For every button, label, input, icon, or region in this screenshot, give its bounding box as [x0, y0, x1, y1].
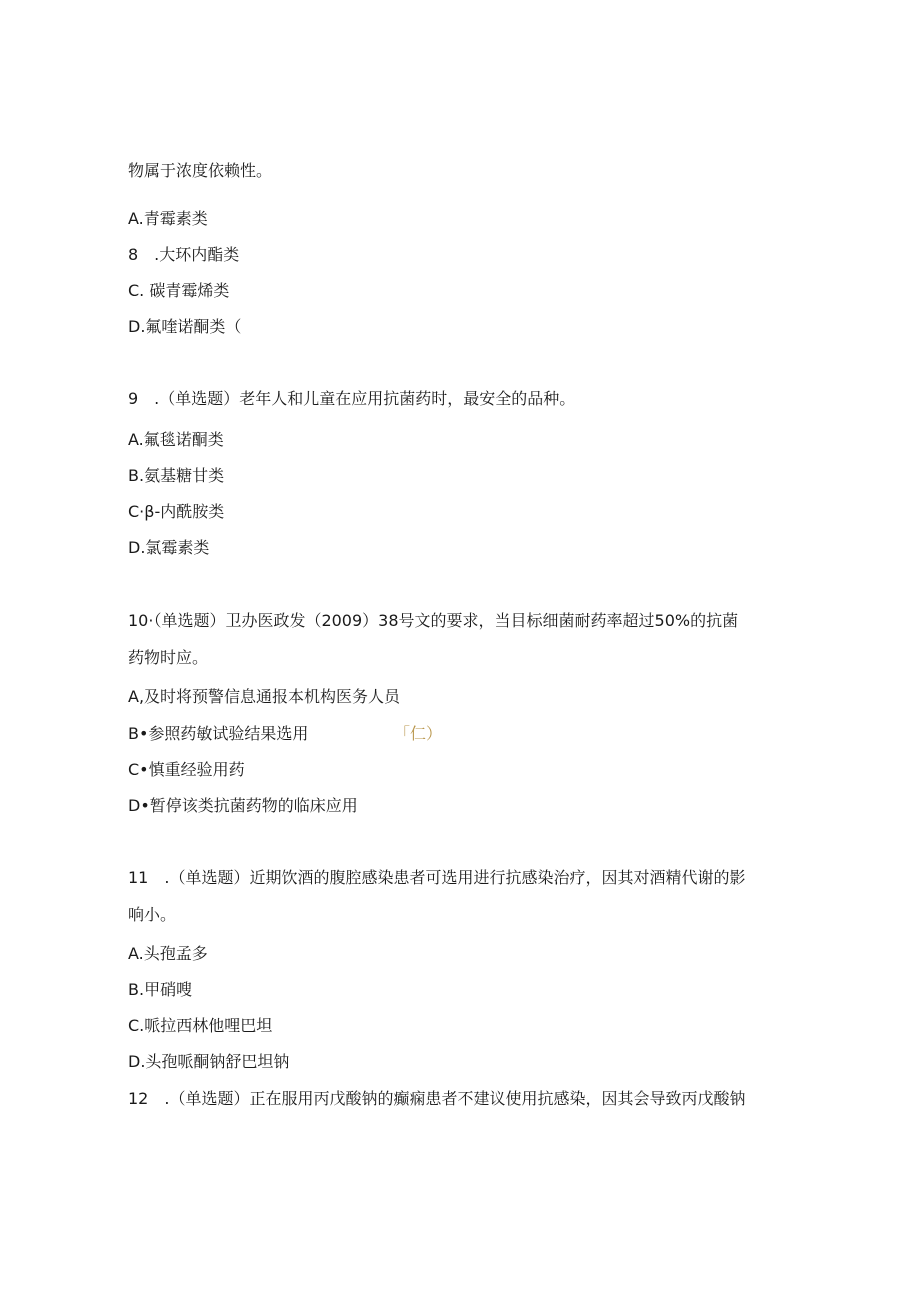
- question-10-continuation: 药物时应。: [128, 648, 209, 667]
- option-a: A.青霉素类: [128, 209, 208, 228]
- question-10: 10·（单选题）卫办医政发（2009）38号文的要求，当目标细菌耐药率超过50%的抗菌: [128, 611, 739, 630]
- question-12: 12 .（单选题）正在服用丙戊酸钠的癫痫患者不建议使用抗感染，因其会导致丙戊酸钠: [128, 1089, 746, 1108]
- stamp-mark: 「仁）: [394, 724, 443, 743]
- option-c: C.哌拉西林他哩巴坦: [128, 1016, 273, 1035]
- option-d: D•暂停该类抗菌药物的临床应用: [128, 796, 358, 815]
- question-11: 11 .（单选题）近期饮酒的腹腔感染患者可选用进行抗感染治疗，因其对酒精代谢的影: [128, 868, 746, 887]
- question-9: 9 .（单选题）老年人和儿童在应用抗菌药时，最安全的品种。: [128, 389, 576, 408]
- option-c: C•慎重经验用药: [128, 760, 245, 779]
- option-a: A.氟毯诺酮类: [128, 430, 224, 449]
- option-a: A.头孢孟多: [128, 944, 208, 963]
- option-b: 8 .大环内酯类: [128, 245, 240, 264]
- option-b: B.甲硝嗖: [128, 980, 193, 999]
- option-d: D.氯霉素类: [128, 538, 210, 557]
- option-c: C·β-内酰胺类: [128, 502, 225, 521]
- question-11-continuation: 响小。: [128, 905, 177, 924]
- option-d: D.氟喹诺酮类（: [128, 317, 242, 336]
- option-c: C. 碳青霉烯类: [128, 281, 230, 300]
- option-b: B.氨基糖甘类: [128, 466, 225, 485]
- text-line-continuation: 物属于浓度依赖性。: [128, 161, 273, 180]
- option-a: A,及时将预警信息通报本机构医务人员: [128, 687, 401, 706]
- option-d: D.头孢哌酮钠舒巴坦钠: [128, 1052, 290, 1071]
- option-b: B•参照药敏试验结果选用: [128, 724, 309, 743]
